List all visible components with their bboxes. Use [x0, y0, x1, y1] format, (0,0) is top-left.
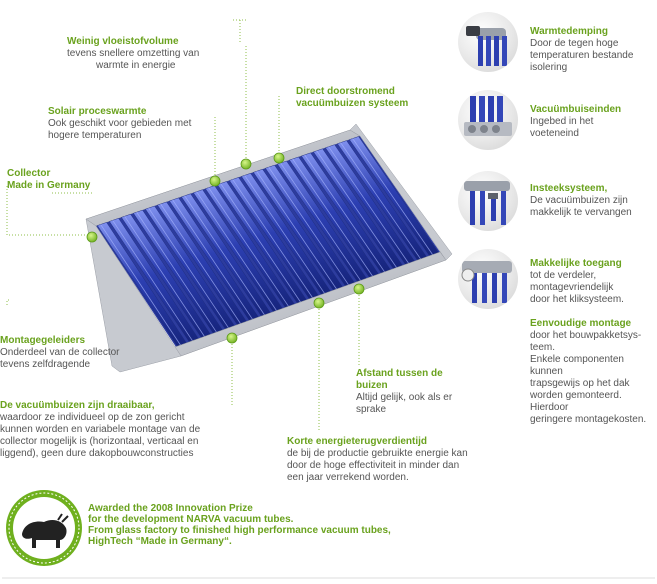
- marker-dot: [210, 176, 220, 186]
- callout-korte: Korte energieterugverdientijd de bij de productie gebruikte energie kan door de hoge effectiviteit in minder dan een jaar verrekend worden.: [287, 436, 468, 483]
- marker-dot: [314, 298, 324, 308]
- callout-direct: Direct doorstromend vacuümbuizen systeem: [296, 86, 409, 109]
- feature-makkelijke-toegang: Makkelijke toegang tot de verdeler, montagevriendelijk door het kliksysteem.: [530, 258, 624, 305]
- marker-dot: [354, 284, 364, 294]
- marker-dot: [241, 159, 251, 169]
- callout-weinig: Weinig vloeistofvolume tevens snellere omzetting van warmte in energie: [67, 36, 200, 71]
- feature-eenvoudige-montage: Eenvoudige montage door het bouwpakketsys- teem. Enkele componenten kunnen trapsgewijs op het dak worden gemonteerd. Hierdoor geringere montagekosten.: [530, 318, 647, 425]
- callout-afstand: Afstand tussen de buizen Altijd gelijk, ook als er sprake: [356, 368, 453, 415]
- plug-in-system-detail-image: [458, 171, 518, 231]
- callout-montagegeleiders: Montagegeleiders Onderdeel van de collector tevens zelfdragende: [0, 335, 120, 370]
- tube-ends-detail-image: [458, 90, 518, 150]
- callout-title: Weinig vloeistofvolume: [67, 36, 179, 47]
- callout-collector: Collector Made in Germany: [7, 168, 91, 191]
- marker-dot: [274, 153, 284, 163]
- callout-draaibaar: De vacuümbuizen zijn draaibaar, waardoor ze individueel op de zon gericht kunnen worden en variabele montage van de collector mogelijk is (horizontaal, verticaal en liggend), geen dure dakopbouwconstructies: [0, 400, 201, 459]
- marker-dot: [227, 333, 237, 343]
- feature-vacuumbuiseinden: Vacuümbuiseinden Ingebed in het voeteneind: [530, 104, 622, 139]
- feature-warmtedemping: Warmtedemping Door de tegen hoge temperaturen bestande isolering: [530, 26, 634, 73]
- award-text: Awarded the 2008 Innovation Prize for the development NARVA vacuum tubes. From glass factory to finished high performance vacuum tubes, HighTech “Made in Germany“.: [88, 503, 391, 547]
- click-system-detail-image: [458, 249, 518, 309]
- insulation-detail-image: [458, 12, 518, 72]
- marker-dot: [87, 232, 97, 242]
- callout-solair: Solair proceswarmte Ook geschikt voor gebieden met hogere temperaturen: [48, 106, 192, 141]
- feature-insteeksysteem: Insteeksysteem, De vacuümbuizen zijn makkelijk te vervangen: [530, 183, 632, 218]
- innovation-award-bull-icon: [4, 488, 84, 568]
